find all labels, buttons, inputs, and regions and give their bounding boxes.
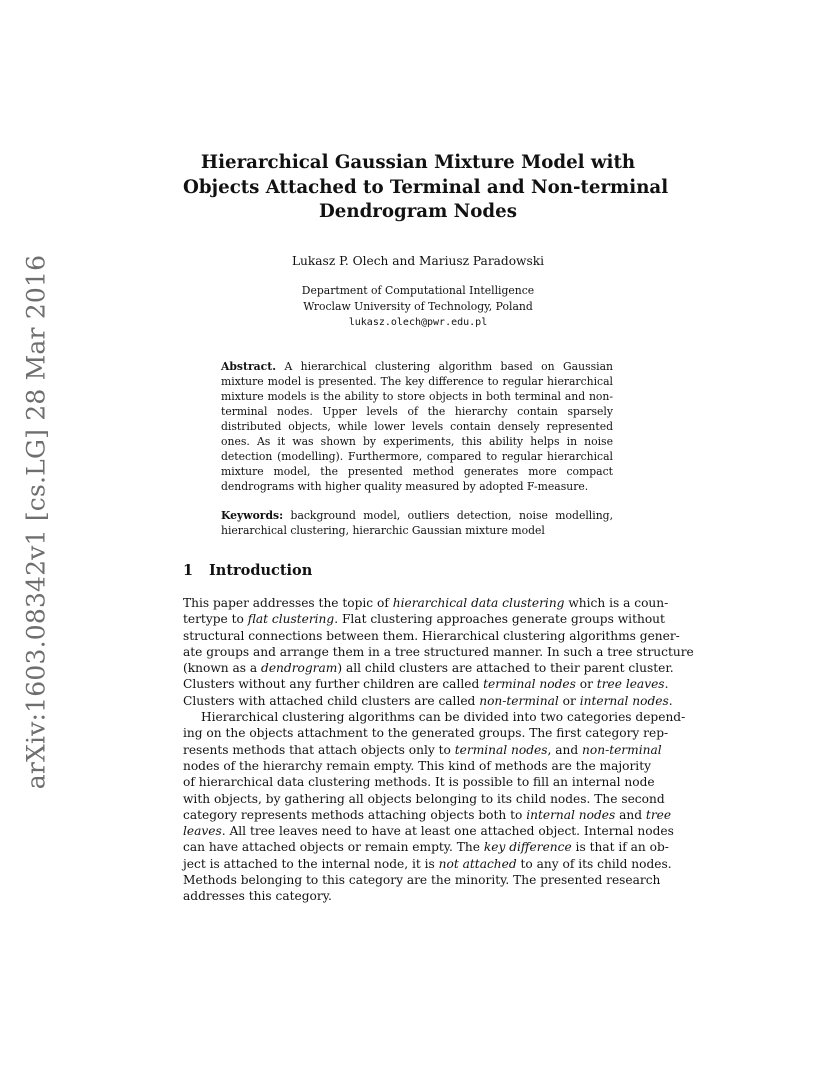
text-span: tertype to	[183, 612, 248, 627]
text-line	[183, 595, 669, 611]
text-span: , and	[547, 742, 583, 757]
text-line	[183, 839, 669, 855]
emphasized-text: non-terminal	[479, 693, 559, 708]
paper-title	[183, 151, 669, 225]
text-span: This paper addresses the topic of	[183, 596, 393, 610]
text-span: can have attached objects or remain empty. The	[183, 840, 484, 855]
text-span: Clusters without any further children are called	[183, 677, 484, 692]
author-list: Lukasz P. Olech and Mariusz Paradowski	[291, 254, 545, 268]
text-span: . Flat clustering approaches generate groups without	[334, 612, 665, 627]
text-line	[183, 888, 651, 904]
emphasized-text: non-terminal	[582, 742, 662, 757]
emphasized-text: not attached	[438, 856, 517, 871]
text-span: resents methods that attach objects only to	[183, 742, 455, 757]
emphasized-text: dendrogram	[261, 661, 338, 676]
text-span: to any of its child nodes.	[516, 856, 672, 871]
keywords-block	[221, 508, 613, 538]
text-span: of hierarchical data clustering methods. It is possible to fill an internal node	[183, 775, 655, 790]
section-number: 1	[183, 562, 194, 579]
text-span: which is a coun-	[564, 596, 669, 610]
text-span: Hierarchical clustering algorithms can be divided into two categories depend-	[201, 710, 686, 725]
text-line	[183, 823, 674, 839]
text-span: addresses this category.	[183, 889, 332, 904]
text-line	[183, 807, 672, 823]
emphasized-text: terminal nodes	[483, 677, 576, 692]
text-span: Clusters with attached child clusters are called	[183, 693, 480, 708]
arxiv-identifier-text: arXiv:1603.08342v1 [cs.LG] 28 Mar 2016	[21, 254, 51, 790]
author-email[interactable]: lukasz.olech@pwr.edu.pl	[348, 317, 488, 328]
title-line: Dendrogram Nodes	[319, 201, 517, 222]
emphasized-text: hierarchical data clustering	[392, 596, 565, 610]
text-line	[183, 774, 655, 790]
text-line	[183, 611, 665, 627]
title-line: Hierarchical Gaussian Mixture Model with	[200, 152, 636, 173]
keywords-text: background model, outliers detection, noise modelling, hierarchical clustering, hierarchic Gaussian mixture model	[221, 509, 613, 537]
arxiv-identifier-stamp	[14, 254, 58, 790]
emphasized-text: flat clustering	[247, 612, 335, 627]
text-line	[183, 676, 669, 692]
text-span: and	[615, 807, 646, 822]
text-line	[183, 742, 662, 758]
emphasized-text: key difference	[483, 840, 572, 855]
text-span: ing on the objects attachment to the generated groups. The first category rep-	[183, 726, 669, 741]
text-line	[183, 791, 665, 807]
abstract-block	[221, 359, 613, 494]
emphasized-text: leaves	[183, 824, 222, 839]
section-title: Introduction	[209, 562, 313, 579]
emphasized-text: internal nodes	[526, 807, 616, 822]
text-span: is that if an ob-	[571, 840, 669, 855]
text-span: . All tree leaves need to have at least one attached object. Internal nodes	[221, 824, 674, 839]
keywords-label: Keywords:	[221, 509, 284, 522]
text-span: .	[668, 693, 673, 708]
text-span: with objects, by gathering all objects belonging to its child nodes. The second	[183, 791, 665, 806]
text-span: ) all child clusters are attached to their parent cluster.	[337, 661, 674, 676]
introduction-body	[183, 595, 694, 905]
paragraph	[183, 709, 686, 905]
text-span: nodes of the hierarchy remain empty. This kind of methods are the majority	[183, 758, 651, 773]
text-line	[183, 856, 672, 872]
paragraph	[183, 595, 694, 709]
text-span: category represents methods attaching objects both to	[183, 807, 527, 822]
text-span: ject is attached to the internal node, it is	[183, 856, 439, 871]
text-line	[183, 660, 674, 676]
affiliation-department: Department of Computational Intelligence	[301, 284, 535, 297]
title-line: Objects Attached to Terminal and Non-terminal	[183, 176, 669, 198]
emphasized-text: tree leaves	[596, 677, 665, 692]
text-span: structural connections between them. Hierarchical clustering algorithms gener-	[183, 628, 680, 643]
section-heading	[183, 562, 312, 580]
text-line	[183, 693, 673, 709]
affiliation-university: Wroclaw University of Technology, Poland	[303, 300, 533, 313]
text-line	[183, 872, 661, 888]
emphasized-text: tree	[645, 807, 672, 822]
text-span: or	[558, 693, 580, 708]
text-span: .	[664, 677, 669, 692]
text-line	[183, 709, 686, 725]
text-span: Methods belonging to this category are the minority. The presented research	[183, 873, 661, 888]
text-line	[183, 725, 669, 741]
abstract-label: Abstract.	[221, 360, 276, 373]
affiliation-block	[183, 283, 653, 331]
text-line	[183, 758, 651, 774]
text-line	[183, 628, 680, 644]
abstract-text: A hierarchical clustering algorithm based on Gaussian mixture model is presented. The key difference to regular hierarchical mixture models is the ability to store objects in both terminal and non-terminal nodes. Upper levels of the hierarchy contain sparsely distributed objects, while lower levels contain densely represented ones. As it was shown by experiments, this ability helps in noise detection (modelling). Furthermore, compared to regular hierarchical mixture model, the presented method generates more compact dendrograms with higher quality measured by adopted F-measure.	[221, 360, 613, 493]
text-span: ate groups and arrange them in a tree structured manner. In such a tree structure	[183, 644, 694, 659]
emphasized-text: terminal nodes	[454, 742, 548, 757]
text-span: or	[575, 677, 597, 692]
emphasized-text: internal nodes	[579, 693, 669, 708]
text-span: (known as a	[183, 661, 262, 676]
text-line	[183, 644, 694, 660]
